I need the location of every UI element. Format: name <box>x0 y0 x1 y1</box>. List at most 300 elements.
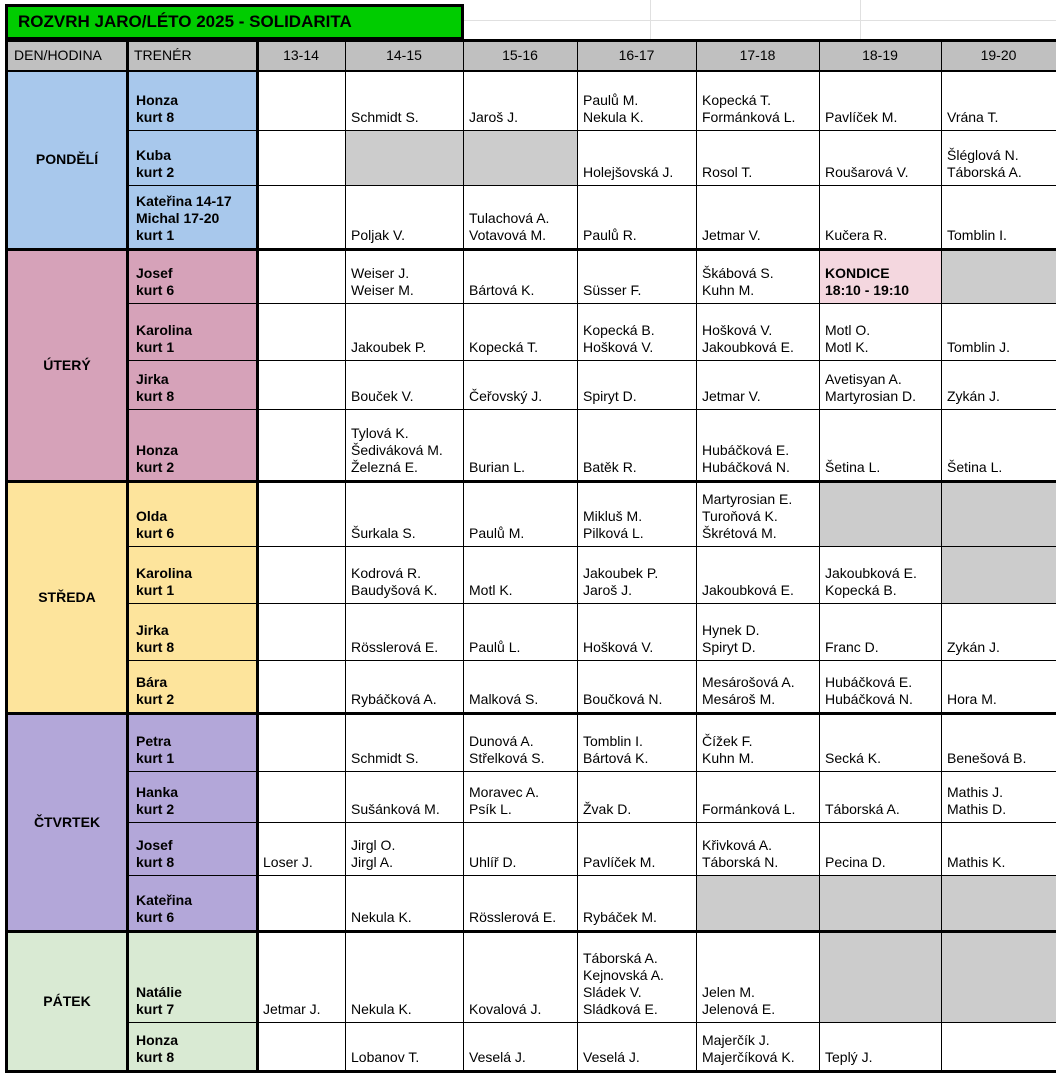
lesson-slot[interactable] <box>577 185 696 248</box>
lesson-slot[interactable] <box>696 932 819 1022</box>
lesson-slot[interactable] <box>257 130 345 185</box>
lesson-slot[interactable] <box>463 714 577 771</box>
lesson-slot[interactable] <box>463 360 577 409</box>
cell-text-line: Hanka <box>136 784 179 800</box>
row-line <box>127 875 1056 876</box>
header-hour-15-16[interactable]: 15-16 <box>463 40 577 71</box>
cell-text-line: Kopecká B. <box>825 582 897 598</box>
lesson-slot[interactable] <box>941 822 1056 875</box>
cell-text-line: Rybáček M. <box>583 909 657 925</box>
lesson-slot[interactable] <box>463 546 577 603</box>
cell-text-line: kurt 8 <box>136 109 175 125</box>
lesson-slot[interactable] <box>819 546 941 603</box>
cell-text-line: Formánková L. <box>702 801 796 817</box>
lesson-slot[interactable] <box>463 71 577 130</box>
lesson-slot[interactable] <box>257 303 345 360</box>
sheet-title[interactable]: ROZVRH JARO/LÉTO 2025 - SOLIDARITA <box>5 4 464 40</box>
trainer-cell[interactable] <box>127 130 257 185</box>
cell-text-line: Tomblin I. <box>583 733 643 749</box>
lesson-slot[interactable] <box>577 1022 696 1070</box>
lesson-slot[interactable] <box>696 303 819 360</box>
lesson-slot[interactable] <box>696 546 819 603</box>
lesson-slot[interactable] <box>577 71 696 130</box>
column-line <box>126 40 129 1072</box>
cell-text-line: KONDICE <box>825 265 890 281</box>
cell-text-line: kurt 2 <box>136 459 175 475</box>
lesson-slot[interactable] <box>257 482 345 546</box>
lesson-slot[interactable] <box>696 603 819 660</box>
cell-text-line: Kopecká B. <box>583 322 655 338</box>
lesson-slot[interactable] <box>345 822 463 875</box>
cell-text-line: Jakoubková E. <box>702 582 794 598</box>
cell-text-line: Holejšovská J. <box>583 164 674 180</box>
day-separator <box>5 480 1056 483</box>
lesson-slot[interactable] <box>577 932 696 1022</box>
cell-text-line: Majerčíková K. <box>702 1049 795 1065</box>
slot-unavailable[interactable] <box>819 482 941 546</box>
lesson-slot[interactable] <box>696 250 819 303</box>
column-line <box>577 40 578 1072</box>
cell-text-line: kurt 6 <box>136 525 175 541</box>
cell-text-line: Rosol T. <box>702 164 753 180</box>
cell-text-line: Mathis K. <box>947 854 1006 870</box>
lesson-slot[interactable] <box>819 771 941 822</box>
cell-text-line: Táborská N. <box>702 854 779 870</box>
cell-text-line: kurt 8 <box>136 854 175 870</box>
cell-text-line: Kateřina 14-17 <box>136 193 232 209</box>
cell-text-line: Motl K. <box>825 339 869 355</box>
lesson-slot[interactable] <box>345 932 463 1022</box>
cell-text-line: Boučková N. <box>583 691 663 707</box>
lesson-slot[interactable] <box>257 360 345 409</box>
cell-text-line: Táborská A. <box>825 801 900 817</box>
cell-text-line: Jirka <box>136 371 169 387</box>
lesson-slot[interactable] <box>941 603 1056 660</box>
lesson-slot[interactable] <box>577 360 696 409</box>
cell-text-line: Avetisyan A. <box>825 371 902 387</box>
lesson-slot[interactable] <box>577 409 696 480</box>
cell-text-line: Karolina <box>136 565 193 581</box>
lesson-slot[interactable] <box>941 185 1056 248</box>
table-border-bottom <box>5 1070 1056 1073</box>
lesson-slot[interactable] <box>257 250 345 303</box>
header-border <box>7 70 1056 72</box>
cell-text-line: Nekula K. <box>351 909 412 925</box>
lesson-slot[interactable] <box>577 603 696 660</box>
slot-unavailable[interactable] <box>819 875 941 930</box>
header-hour-14-15[interactable]: 14-15 <box>345 40 463 71</box>
cell-text-line: Rösslerová E. <box>351 639 439 655</box>
lesson-slot[interactable] <box>345 875 463 930</box>
column-line <box>256 40 259 1072</box>
trainer-cell[interactable] <box>127 603 257 660</box>
cell-text-line: Baudyšová K. <box>351 582 438 598</box>
lesson-slot[interactable] <box>345 250 463 303</box>
cell-text-line: Spiryt D. <box>583 388 637 404</box>
lesson-slot[interactable] <box>819 360 941 409</box>
header-day-hour[interactable]: DEN/HODINA <box>7 40 127 71</box>
lesson-slot[interactable] <box>696 360 819 409</box>
cell-text-line: Kučera R. <box>825 227 888 243</box>
lesson-slot[interactable] <box>941 771 1056 822</box>
cell-text-line: Jirka <box>136 622 169 638</box>
cell-text-line: Secká K. <box>825 750 882 766</box>
cell-text-line: Šetina L. <box>825 459 881 475</box>
cell-text-line: Michal 17-20 <box>136 210 220 226</box>
lesson-slot[interactable] <box>819 130 941 185</box>
day-streda[interactable]: STŘEDA <box>7 482 127 712</box>
cell-text-line: Kuba <box>136 147 171 163</box>
cell-text-line: Mathis D. <box>947 801 1007 817</box>
lesson-slot[interactable] <box>577 771 696 822</box>
lesson-slot[interactable] <box>345 409 463 480</box>
row-line <box>127 185 1056 186</box>
cell-text-line: Psík L. <box>469 801 512 817</box>
cell-text-line: Formánková L. <box>702 109 796 125</box>
lesson-slot[interactable] <box>257 932 345 1022</box>
cell-text-line: Olda <box>136 508 168 524</box>
cell-text-line: Hubáčková N. <box>825 691 913 707</box>
cell-text-line: Veselá J. <box>583 1049 640 1065</box>
cell-text-line: Paulů R. <box>583 227 637 243</box>
cell-text-line: kurt 8 <box>136 639 175 655</box>
lesson-slot[interactable] <box>345 603 463 660</box>
lesson-slot[interactable] <box>819 1022 941 1070</box>
cell-text-line: Honza <box>136 1032 178 1048</box>
lesson-slot[interactable] <box>577 130 696 185</box>
cell-text-line: Josef <box>136 265 173 281</box>
lesson-slot[interactable] <box>941 1022 1056 1070</box>
cell-text-line: Motl O. <box>825 322 871 338</box>
lesson-slot[interactable] <box>941 71 1056 130</box>
lesson-slot[interactable] <box>577 822 696 875</box>
gridline <box>860 0 861 40</box>
day-utery[interactable]: ÚTERÝ <box>7 250 127 480</box>
lesson-slot[interactable] <box>345 482 463 546</box>
cell-text-line: Schmidt S. <box>351 750 419 766</box>
lesson-slot[interactable] <box>696 482 819 546</box>
cell-text-line: Sládková E. <box>583 1001 658 1017</box>
slot-unavailable[interactable] <box>941 482 1056 546</box>
lesson-slot[interactable] <box>463 250 577 303</box>
cell-text-line: Křivková A. <box>702 837 773 853</box>
lesson-slot[interactable] <box>696 771 819 822</box>
lesson-slot[interactable] <box>257 771 345 822</box>
cell-text-line: Nekula K. <box>583 109 644 125</box>
cell-text-line: Rybáčková A. <box>351 691 437 707</box>
cell-text-line: Poljak V. <box>351 227 405 243</box>
cell-text-line: Weiser J. <box>351 265 410 281</box>
table-border-top <box>5 39 1056 42</box>
cell-text-line: kurt 1 <box>136 582 175 598</box>
lesson-slot[interactable] <box>819 71 941 130</box>
lesson-slot[interactable] <box>696 660 819 712</box>
lesson-slot[interactable] <box>463 303 577 360</box>
cell-text-line: Karolina <box>136 322 193 338</box>
row-line <box>127 822 1056 823</box>
gridline <box>464 20 1056 21</box>
cell-text-line: Burian L. <box>469 459 526 475</box>
lesson-slot[interactable] <box>941 714 1056 771</box>
lesson-slot[interactable] <box>345 303 463 360</box>
day-pondeli[interactable]: PONDĚLÍ <box>7 71 127 248</box>
column-line <box>345 40 346 1072</box>
trainer-cell[interactable] <box>127 185 257 248</box>
cell-text-line: Jakoubková E. <box>825 565 917 581</box>
lesson-slot[interactable] <box>696 71 819 130</box>
cell-text-line: Tomblin I. <box>947 227 1007 243</box>
lesson-slot[interactable] <box>577 875 696 930</box>
lesson-slot[interactable] <box>696 130 819 185</box>
lesson-slot[interactable] <box>257 71 345 130</box>
cell-text-line: Čeřovský J. <box>469 388 543 404</box>
lesson-slot[interactable] <box>463 1022 577 1070</box>
cell-text-line: Dunová A. <box>469 733 534 749</box>
lesson-slot[interactable] <box>257 714 345 771</box>
cell-text-line: Jaroš J. <box>583 582 633 598</box>
cell-text-line: Bouček V. <box>351 388 414 404</box>
header-hour-13-14[interactable]: 13-14 <box>257 40 345 71</box>
cell-text-line: Bára <box>136 674 168 690</box>
cell-text-line: Lobanov T. <box>351 1049 420 1065</box>
lesson-slot[interactable] <box>257 1022 345 1070</box>
lesson-slot[interactable] <box>463 822 577 875</box>
row-line <box>127 409 1056 410</box>
slot-unavailable[interactable] <box>463 130 577 185</box>
cell-text-line: Turoňová K. <box>702 508 778 524</box>
lesson-slot[interactable] <box>819 303 941 360</box>
cell-text-line: Pecina D. <box>825 854 886 870</box>
lesson-slot[interactable] <box>463 660 577 712</box>
cell-text-line: kurt 1 <box>136 339 175 355</box>
row-line <box>127 771 1056 772</box>
lesson-slot[interactable] <box>463 482 577 546</box>
trainer-cell[interactable] <box>127 409 257 480</box>
cell-text-line: Pavlíček M. <box>583 854 656 870</box>
lesson-slot[interactable] <box>463 771 577 822</box>
table-border-left <box>5 39 8 1071</box>
trainer-cell[interactable] <box>127 822 257 875</box>
slot-unavailable[interactable] <box>941 546 1056 603</box>
lesson-slot[interactable] <box>819 185 941 248</box>
trainer-cell[interactable] <box>127 875 257 930</box>
cell-text-line: Mathis J. <box>947 784 1004 800</box>
lesson-slot[interactable] <box>257 603 345 660</box>
lesson-slot[interactable] <box>345 1022 463 1070</box>
gridline <box>650 0 651 40</box>
lesson-slot[interactable] <box>463 932 577 1022</box>
row-line <box>127 1022 1056 1023</box>
cell-text-line: Spiryt D. <box>702 639 756 655</box>
lesson-slot[interactable] <box>577 482 696 546</box>
cell-text-line: Tomblin J. <box>947 339 1011 355</box>
lesson-slot[interactable] <box>257 546 345 603</box>
cell-text-line: Bártová K. <box>469 282 535 298</box>
cell-text-line: Mikluš M. <box>583 508 643 524</box>
cell-text-line: kurt 7 <box>136 1001 175 1017</box>
lesson-slot[interactable] <box>463 603 577 660</box>
header-hour-18-19[interactable]: 18-19 <box>819 40 941 71</box>
cell-text-line: Martyrosian E. <box>702 491 793 507</box>
cell-text-line: Martyrosian D. <box>825 388 917 404</box>
cell-text-line: Sládek V. <box>583 984 642 1000</box>
cell-text-line: Malková S. <box>469 691 539 707</box>
slot-kondice[interactable] <box>819 250 941 303</box>
cell-text-line: Kodrová R. <box>351 565 422 581</box>
lesson-slot[interactable] <box>819 714 941 771</box>
cell-text-line: Batěk R. <box>583 459 637 475</box>
cell-text-line: Pilková L. <box>583 525 644 541</box>
cell-text-line: 18:10 - 19:10 <box>825 282 910 298</box>
lesson-slot[interactable] <box>345 660 463 712</box>
slot-unavailable[interactable] <box>941 250 1056 303</box>
header-hour-19-20[interactable]: 19-20 <box>941 40 1056 71</box>
cell-text-line: kurt 2 <box>136 691 175 707</box>
cell-text-line: Uhlíř D. <box>469 854 517 870</box>
cell-text-line: Josef <box>136 837 173 853</box>
lesson-slot[interactable] <box>819 822 941 875</box>
cell-text-line: Hubáčková E. <box>702 442 790 458</box>
cell-text-line: Šléglová N. <box>947 147 1019 163</box>
cell-text-line: Jetmar V. <box>702 227 761 243</box>
slot-unavailable[interactable] <box>696 875 819 930</box>
lesson-slot[interactable] <box>819 409 941 480</box>
slot-unavailable[interactable] <box>819 932 941 1022</box>
slot-unavailable[interactable] <box>941 875 1056 930</box>
cell-text-line: Kuhn M. <box>702 282 755 298</box>
lesson-slot[interactable] <box>463 409 577 480</box>
lesson-slot[interactable] <box>696 185 819 248</box>
cell-text-line: Táborská A. <box>947 164 1022 180</box>
cell-text-line: Franc D. <box>825 639 879 655</box>
cell-text-line: Zykán J. <box>947 639 1000 655</box>
lesson-slot[interactable] <box>345 714 463 771</box>
cell-text-line: Weiser M. <box>351 282 414 298</box>
lesson-slot[interactable] <box>257 185 345 248</box>
cell-text-line: Rösslerová E. <box>469 909 557 925</box>
lesson-slot[interactable] <box>463 875 577 930</box>
cell-text-line: Žvak D. <box>583 801 632 817</box>
lesson-slot[interactable] <box>257 875 345 930</box>
cell-text-line: kurt 6 <box>136 282 175 298</box>
lesson-slot[interactable] <box>345 360 463 409</box>
lesson-slot[interactable] <box>696 822 819 875</box>
cell-text-line: Hora M. <box>947 691 997 707</box>
trainer-cell[interactable] <box>127 360 257 409</box>
lesson-slot[interactable] <box>577 250 696 303</box>
lesson-slot[interactable] <box>345 546 463 603</box>
row-line <box>127 360 1056 361</box>
cell-text-line: Vrána T. <box>947 109 999 125</box>
column-line <box>819 40 820 1072</box>
header-trainer[interactable]: TRENÉR <box>127 40 257 71</box>
cell-text-line: Motl K. <box>469 582 513 598</box>
lesson-slot[interactable] <box>345 71 463 130</box>
cell-text-line: Jetmar V. <box>702 388 761 404</box>
cell-text-line: Zykán J. <box>947 388 1000 404</box>
cell-text-line: Petra <box>136 733 172 749</box>
lesson-slot[interactable] <box>345 771 463 822</box>
trainer-cell[interactable] <box>127 771 257 822</box>
cell-text-line: Mesároš M. <box>702 691 776 707</box>
trainer-cell[interactable] <box>127 660 257 712</box>
cell-text-line: Šediváková M. <box>351 442 443 458</box>
lesson-slot[interactable] <box>941 660 1056 712</box>
day-separator <box>5 930 1056 933</box>
lesson-slot[interactable] <box>577 546 696 603</box>
header-hour-16-17[interactable]: 16-17 <box>577 40 696 71</box>
cell-text-line: Mesárošová A. <box>702 674 795 690</box>
lesson-slot[interactable] <box>577 660 696 712</box>
lesson-slot[interactable] <box>577 303 696 360</box>
trainer-cell[interactable] <box>127 303 257 360</box>
cell-text-line: Jirgl O. <box>351 837 396 853</box>
cell-text-line: Paulů L. <box>469 639 521 655</box>
lesson-slot[interactable] <box>696 714 819 771</box>
day-patek[interactable]: PÁTEK <box>7 932 127 1070</box>
day-separator <box>5 712 1056 715</box>
trainer-cell[interactable] <box>127 546 257 603</box>
trainer-cell[interactable] <box>127 932 257 1022</box>
cell-text-line: Šurkala S. <box>351 525 416 541</box>
cell-text-line: Jakoubek P. <box>583 565 659 581</box>
slot-unavailable[interactable] <box>345 130 463 185</box>
lesson-slot[interactable] <box>345 185 463 248</box>
lesson-slot[interactable] <box>696 409 819 480</box>
trainer-cell[interactable] <box>127 482 257 546</box>
slot-unavailable[interactable] <box>941 932 1056 1022</box>
cell-text-line: Kejnovská A. <box>583 967 664 983</box>
cell-text-line: Bártová K. <box>583 750 649 766</box>
day-ctvrtek[interactable]: ČTVRTEK <box>7 714 127 930</box>
row-line <box>127 603 1056 604</box>
lesson-slot[interactable] <box>257 822 345 875</box>
header-hour-17-18[interactable]: 17-18 <box>696 40 819 71</box>
cell-text-line: Jirgl A. <box>351 854 394 870</box>
lesson-slot[interactable] <box>941 303 1056 360</box>
lesson-slot[interactable] <box>463 185 577 248</box>
lesson-slot[interactable] <box>577 714 696 771</box>
lesson-slot[interactable] <box>257 660 345 712</box>
cell-text-line: kurt 8 <box>136 388 175 404</box>
cell-text-line: Jaroš J. <box>469 109 519 125</box>
cell-text-line: kurt 6 <box>136 909 175 925</box>
cell-text-line: Majerčík J. <box>702 1032 770 1048</box>
lesson-slot[interactable] <box>941 360 1056 409</box>
cell-text-line: Kuhn M. <box>702 750 755 766</box>
lesson-slot[interactable] <box>819 660 941 712</box>
trainer-cell[interactable] <box>127 71 257 130</box>
cell-text-line: Hošková V. <box>583 639 654 655</box>
cell-text-line: Kovalová J. <box>469 1001 542 1017</box>
cell-text-line: Loser J. <box>263 854 313 870</box>
lesson-slot[interactable] <box>819 603 941 660</box>
lesson-slot[interactable] <box>941 130 1056 185</box>
cell-text-line: Škábová S. <box>702 265 774 281</box>
lesson-slot[interactable] <box>941 409 1056 480</box>
cell-text-line: Jelenová E. <box>702 1001 776 1017</box>
column-line <box>463 40 464 1072</box>
lesson-slot[interactable] <box>696 1022 819 1070</box>
cell-text-line: Nekula K. <box>351 1001 412 1017</box>
cell-text-line: Veselá J. <box>469 1049 526 1065</box>
cell-text-line: Táborská A. <box>583 950 658 966</box>
row-line <box>127 660 1056 661</box>
lesson-slot[interactable] <box>257 409 345 480</box>
trainer-cell[interactable] <box>127 250 257 303</box>
trainer-cell[interactable] <box>127 1022 257 1070</box>
trainer-cell[interactable] <box>127 714 257 771</box>
